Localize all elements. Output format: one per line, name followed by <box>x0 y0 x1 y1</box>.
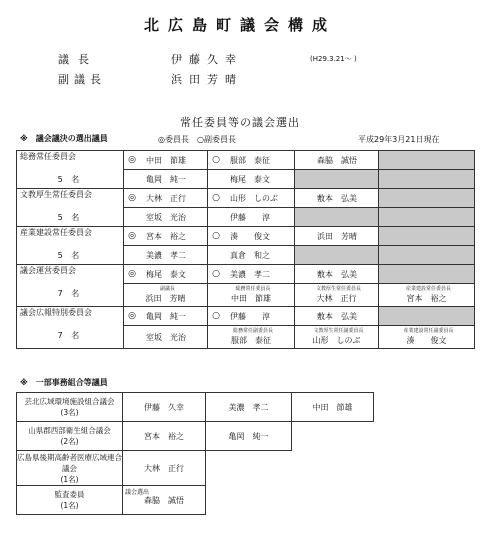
committee-member-count: 7 名 <box>57 331 83 340</box>
union-name: 芸北広域環境施設組合議会 <box>24 397 115 406</box>
member-name: 浜田 芳晴 <box>317 231 357 241</box>
chair-mark: ◎ <box>128 311 136 321</box>
member-name: 服部 泰征 <box>230 155 270 165</box>
member-cell <box>124 326 208 349</box>
committee-row <box>17 189 475 208</box>
union-name-cell <box>17 451 123 486</box>
member-cell <box>208 307 295 326</box>
union-name: 広島県後期高齢者医療広域連合議会 <box>17 452 122 473</box>
member-cell <box>208 284 295 307</box>
member-name: 敷本 弘美 <box>317 269 357 279</box>
member-name: 室坂 光治 <box>146 332 186 342</box>
committee-name: 文教厚生常任委員会 <box>20 190 92 199</box>
member-cell <box>208 208 295 227</box>
union-name-cell <box>17 422 123 451</box>
empty-cell <box>292 451 374 486</box>
empty-cell <box>295 170 379 189</box>
committee-name-cell <box>17 307 124 349</box>
vice-chair-mark: ○ <box>212 231 220 241</box>
union-member-name: 森脇 誠悟 <box>144 495 184 505</box>
section2-heading: ※ 一部事務組合等議員 <box>20 378 108 387</box>
union-member-name: 中田 節雄 <box>312 402 353 412</box>
empty-cell <box>295 246 379 265</box>
union-member-cell <box>123 393 206 422</box>
empty-cell <box>206 486 292 515</box>
committee-row <box>17 265 475 284</box>
member-name: 山形 しのぶ <box>312 336 361 345</box>
member-cell <box>208 151 295 170</box>
member-cell <box>124 151 208 170</box>
member-cell <box>208 326 295 349</box>
union-member-cell <box>206 422 292 451</box>
member-role-label: 総務常任委員長 <box>235 286 271 292</box>
member-role-label: 総務常任副委員長 <box>232 328 273 334</box>
member-cell <box>124 170 208 189</box>
member-name: 山形 しのぶ <box>230 193 278 203</box>
empty-cell <box>379 227 475 246</box>
committee-member-count: 7 名 <box>57 289 83 298</box>
chair-date: (H29.3.21～ ) <box>310 55 357 63</box>
vice-chair-mark: ○ <box>212 311 220 321</box>
union-member-count: (1名) <box>60 501 79 510</box>
member-cell <box>295 265 379 284</box>
union-name-cell <box>17 393 123 422</box>
member-cell <box>124 265 208 284</box>
member-name: 美濃 孝二 <box>146 250 186 260</box>
committee-name-cell <box>17 151 124 189</box>
union-member-cell <box>206 393 292 422</box>
member-name: 大林 正行 <box>316 294 357 303</box>
section-subtitle: 常任委員等の議会選出 <box>180 116 300 129</box>
member-name: 宮本 裕之 <box>146 231 186 241</box>
member-cell <box>208 265 295 284</box>
committee-member-count: 5 名 <box>57 213 83 222</box>
vice-chair-mark: ○ <box>212 269 220 279</box>
committee-row <box>17 307 475 326</box>
member-role-label: 文教厚生常任委員長 <box>315 286 361 292</box>
union-name-cell <box>17 486 123 515</box>
member-role-label: 産業建設常任委員長 <box>405 286 451 292</box>
union-member-name: 宮本 裕之 <box>144 431 184 441</box>
union-row <box>17 486 374 515</box>
section1-heading: ※ 議会議決の選出議員 <box>20 134 108 143</box>
empty-cell <box>379 265 475 284</box>
member-cell <box>124 284 208 307</box>
member-name: 湊 俊文 <box>406 336 447 345</box>
member-cell <box>208 189 295 208</box>
vice-chair-role: 副議長 <box>58 73 106 86</box>
member-name: 敷本 弘美 <box>317 311 357 321</box>
union-role-label: 議会選出 <box>125 489 150 496</box>
committee-member-count: 5 名 <box>57 251 83 260</box>
vice-chair-mark: ○ <box>212 193 220 203</box>
member-name: 室坂 光治 <box>146 212 186 222</box>
committee-row <box>17 151 475 170</box>
chair-role: 議長 <box>58 53 98 66</box>
union-member-cell <box>292 393 374 422</box>
member-cell <box>124 189 208 208</box>
union-member-count: (2名) <box>60 437 79 446</box>
member-cell <box>124 227 208 246</box>
committee-name: 議会広報特別委員会 <box>20 308 92 317</box>
member-cell <box>124 208 208 227</box>
member-role-label: 産業建設常任副委員長 <box>403 328 454 334</box>
union-member-cell <box>123 422 206 451</box>
member-cell <box>208 227 295 246</box>
member-cell <box>379 284 475 307</box>
empty-cell <box>292 422 374 451</box>
vice-chair-name: 浜田芳晴 <box>171 73 243 86</box>
union-member-name: 亀岡 純一 <box>228 431 269 441</box>
member-name: 浜田 芳晴 <box>145 294 186 303</box>
member-name: 伊藤 淳 <box>230 212 270 222</box>
union-row <box>17 451 374 486</box>
member-name: 中田 節雄 <box>231 294 271 303</box>
as-of-date: 平成29年3月21日現在 <box>358 135 440 144</box>
empty-cell <box>292 486 374 515</box>
member-name: 湊 俊文 <box>230 231 270 241</box>
union-name: 監査委員 <box>54 490 85 499</box>
member-cell <box>208 246 295 265</box>
member-cell <box>124 307 208 326</box>
member-name: 伊藤 淳 <box>230 311 270 321</box>
committee-name-cell <box>17 227 124 265</box>
union-table <box>16 392 374 515</box>
legend-text: ◎委員長 ○副委員長 <box>158 135 236 144</box>
chair-name: 伊藤久幸 <box>171 53 243 66</box>
member-cell <box>295 189 379 208</box>
chair-mark: ◎ <box>128 193 136 203</box>
union-member-count: (3名) <box>60 408 79 417</box>
empty-cell <box>379 189 475 208</box>
union-member-cell <box>123 451 206 486</box>
member-cell <box>208 170 295 189</box>
committee-name-cell <box>17 265 124 307</box>
committee-table <box>16 150 475 349</box>
chair-mark: ◎ <box>128 155 136 165</box>
union-member-name: 伊藤 久幸 <box>144 402 184 412</box>
empty-cell <box>379 170 475 189</box>
member-cell <box>295 307 379 326</box>
member-name: 美濃 孝二 <box>230 269 270 279</box>
empty-cell <box>379 151 475 170</box>
member-role-label: 文教厚生常任副委員長 <box>313 328 364 334</box>
member-name: 中田 節雄 <box>146 155 186 165</box>
committee-row <box>17 227 475 246</box>
union-member-cell <box>123 486 206 515</box>
page-title: 北広島町議会構成 <box>143 16 336 34</box>
empty-cell <box>379 307 475 326</box>
empty-cell <box>379 208 475 227</box>
member-name: 亀岡 純一 <box>146 174 186 184</box>
member-name: 亀岡 純一 <box>146 311 186 321</box>
empty-cell <box>206 451 292 486</box>
union-member-name: 大林 正行 <box>144 463 184 473</box>
member-name: 服部 泰征 <box>231 336 271 345</box>
chair-mark: ◎ <box>128 269 136 279</box>
member-name: 宮本 裕之 <box>406 294 447 303</box>
member-name: 敷本 弘美 <box>317 193 357 203</box>
union-row <box>17 393 374 422</box>
member-name: 梅尾 泰文 <box>146 269 186 279</box>
committee-name-cell <box>17 189 124 227</box>
union-row <box>17 422 374 451</box>
member-role-label: 副議長 <box>159 286 175 292</box>
member-name: 森脇 誠悟 <box>317 155 357 165</box>
committee-member-count: 5 名 <box>57 175 83 184</box>
member-cell <box>295 284 379 307</box>
member-cell <box>124 246 208 265</box>
empty-cell <box>295 208 379 227</box>
member-cell <box>379 326 475 349</box>
committee-name: 議会運営委員会 <box>20 266 76 275</box>
union-member-count: (1名) <box>60 474 79 484</box>
member-name: 大林 正行 <box>146 193 186 203</box>
member-name: 真倉 和之 <box>230 250 270 260</box>
vice-chair-mark: ○ <box>212 155 220 165</box>
chair-mark: ◎ <box>128 231 136 241</box>
committee-name: 産業建設常任委員会 <box>20 228 92 237</box>
empty-cell <box>379 246 475 265</box>
union-name: 山県郡西部衛生組合議会 <box>28 426 111 435</box>
member-cell <box>295 151 379 170</box>
member-cell <box>295 326 379 349</box>
committee-name: 総務常任委員会 <box>20 152 76 161</box>
union-member-name: 美濃 孝二 <box>228 402 269 412</box>
member-name: 梅尾 泰文 <box>230 174 270 184</box>
member-cell <box>295 227 379 246</box>
